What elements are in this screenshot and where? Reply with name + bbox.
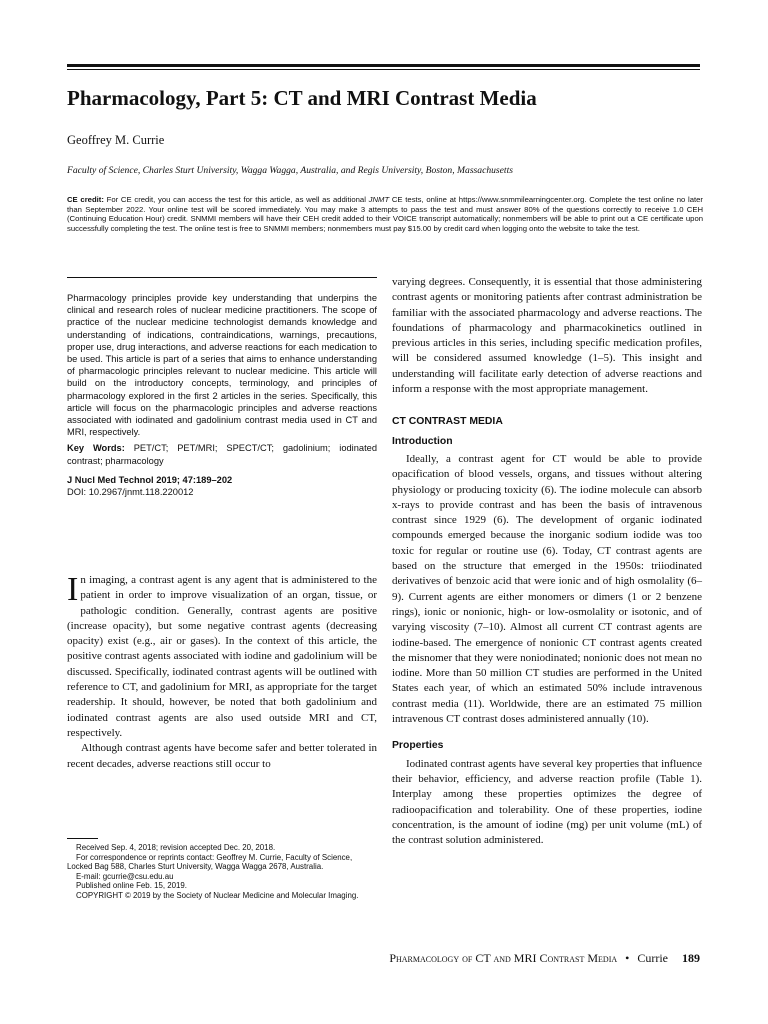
ce-credit-text-1: For CE credit, you can access the test for this article, as well as additional	[103, 195, 369, 204]
abstract	[67, 292, 377, 498]
footnote-email: E-mail: gcurrie@csu.edu.au	[76, 871, 174, 881]
ce-credit-text-2: CE tests, online at https://www.snmmilearningcenter.org. Complete the test online no later than September 2022. Your online test will be scored immediately. You may make 3 attempts to pass the test and must answer 80% of the questions correctly to receive 1.0 CEH (Continuing Education Hour) credit. SNMMI members will have their CEH credit added to their VOICE transcript automatically; nonmembers will be able to print out a CE certificate upon successfully completing the test. The online test is free to SNMMI members; nonmembers must pay $15.00 by credit card when logging onto the website to take the test.	[67, 195, 703, 233]
keywords-label: Key Words:	[67, 443, 125, 454]
keywords-list: PET/CT; PET/MRI; SPECT/CT; gadolinium; iodinated contrast; pharmacology	[67, 443, 377, 466]
ce-credit-journal: JNMT	[368, 195, 390, 204]
running-footer-author: Currie	[637, 951, 668, 965]
introduction-paragraph: Ideally, a contrast agent for CT would be able to provide opacification of blood vessels, organs, and tissues without altering physiology or producing toxicity (6). The iodine molecule can absorb x-rays to provide contrast and has been the basis of intravenous contrast since 1929 (6). The development of organic iodinated compounds emerged because the inorganic sodium iodide was too toxic for regular or routine use (6). Today, CT contrast agents are based on the structure that emerged in the 1950s: triiodinated derivatives of benzoic acid that were ionic and of high osmolality (6–9). Current agents are either monomers or dimers (1 or 2 benzene rings), ionic or nonionic, high- or low-osmolality or isotonic, and of varying viscosity (7–10). Almost all current CT contrast agents are iodine-based. The emergence of nonionic CT contrast agents created the misnomer that they were noniodinated; nonionic does not mean no iodine. More than 50 million CT studies are performed in the United States each year, of which an estimated 50% include intravenous contrast media (11). Worldwide, there are an estimated 75 million intravenous CT contrast doses administered annually (10).	[392, 452, 702, 726]
subsection-heading-introduction: Introduction	[392, 435, 453, 447]
header-rule-thin	[67, 69, 700, 70]
drop-cap: I	[67, 571, 79, 608]
citation	[67, 474, 377, 486]
properties-paragraph: Iodinated contrast agents have several key properties that influence their behavior, efficiency, and adverse reaction profile (Table 1). Interplay among these properties optimizes the degree of radioopacification and tolerability. One of these properties, iodine concentration, is the amount of iodine (mg) per unit volume (mL) of the contrast solution administered.	[392, 757, 702, 847]
body-left-column	[67, 573, 377, 772]
keywords	[67, 442, 377, 466]
article-title: Pharmacology, Part 5: CT and MRI Contrast Media	[67, 86, 537, 110]
running-footer-title: Pharmacology of CT and MRI Contrast Media	[389, 951, 618, 965]
page-number: 189	[682, 951, 700, 965]
author-affiliation: Faculty of Science, Charles Sturt University, Wagga Wagga, Australia, and Regis University, Boston, Massachusetts	[67, 165, 513, 176]
abstract-text: Pharmacology principles provide key understanding that underpins the clinical and research roles of nuclear medicine practitioners. The scope of practice of the nuclear medicine technologist demands knowledge and understanding of indications, contraindications, warnings, precautions, proper use, drug interactions, and adverse reactions for each medication to be used. This article is part of a series that aims to enhance understanding of pharmacologic principles relevant to nuclear medicine. This article will build on the introductory concepts, terminology, and principles of pharmacology explored in the first 2 articles in the series. Specifically, this article will focus on the pharmacologic principles and adverse reactions associated with iodinated and gadolinium contrast media used in CT and MRI, respectively.	[67, 293, 377, 438]
footnote-correspondence: For correspondence or reprints contact: Geoffrey M. Currie, Faculty of Science, Locked Bag 588, Charles Sturt University, Wagga Wagga 2678, Australia.	[67, 852, 353, 872]
intro-paragraph	[67, 573, 377, 741]
footnote-copyright: COPYRIGHT © 2019 by the Society of Nuclear Medicine and Molecular Imaging.	[76, 890, 359, 900]
footnote-published: Published online Feb. 15, 2019.	[76, 881, 187, 891]
footnote-received: Received Sep. 4, 2018; revision accepted Dec. 20, 2018.	[76, 843, 276, 852]
ce-credit-label: CE credit:	[67, 195, 104, 204]
subsection-heading-properties: Properties	[392, 740, 444, 752]
author-name: Geoffrey M. Currie	[67, 133, 165, 147]
header-rule-thick	[67, 64, 700, 67]
citation-text: J Nucl Med Technol 2019; 47:189–202	[67, 474, 233, 485]
doi: DOI: 10.2967/jnmt.118.220012	[67, 487, 194, 498]
footnote-rule	[67, 838, 98, 839]
section-heading: CT CONTRAST MEDIA	[392, 416, 503, 428]
running-footer-bullet: •	[625, 951, 630, 965]
second-paragraph: Although contrast agents have become safer and better tolerated in recent decades, adverse reactions still occur to	[67, 742, 377, 770]
abstract-rule	[67, 277, 377, 278]
running-footer	[320, 951, 700, 966]
intro-paragraph-text: n imaging, a contrast agent is any agent that is administered to the patient in order to improve visualization of an organ, tissue, or pathologic condition. Generally, contrast agents are positive (increase opacity), but some negative contrast agents (decreasing opacity) exist (e.g., air or gases). In the context of this article, the positive contrast agents associated with iodine and gadolinium will be discussed. Specifically, iodinated contrast agents will be outlined with reference to CT, and gadolinium for MRI, as appropriate for the target readership. It should, however, be noted that both gadolinium and iodinated contrast agents are also used outside MRI and CT, respectively.	[67, 574, 377, 739]
footnotes	[67, 843, 379, 901]
ce-credit-note	[67, 195, 703, 233]
continuation-paragraph: varying degrees. Consequently, it is essential that those administering contrast agents or monitoring patients after contrast administration be familiar with the associated pharmacology and adverse reactions. The foundations of pharmacology and pharmacokinetics outlined in previous articles in this series, including specific medication profiles, will be considered assumed knowledge (1–5). This insight and understanding will facilitate early detection of adverse reactions and inform a response with the most appropriate management.	[392, 276, 702, 396]
body-right-column	[392, 275, 702, 848]
